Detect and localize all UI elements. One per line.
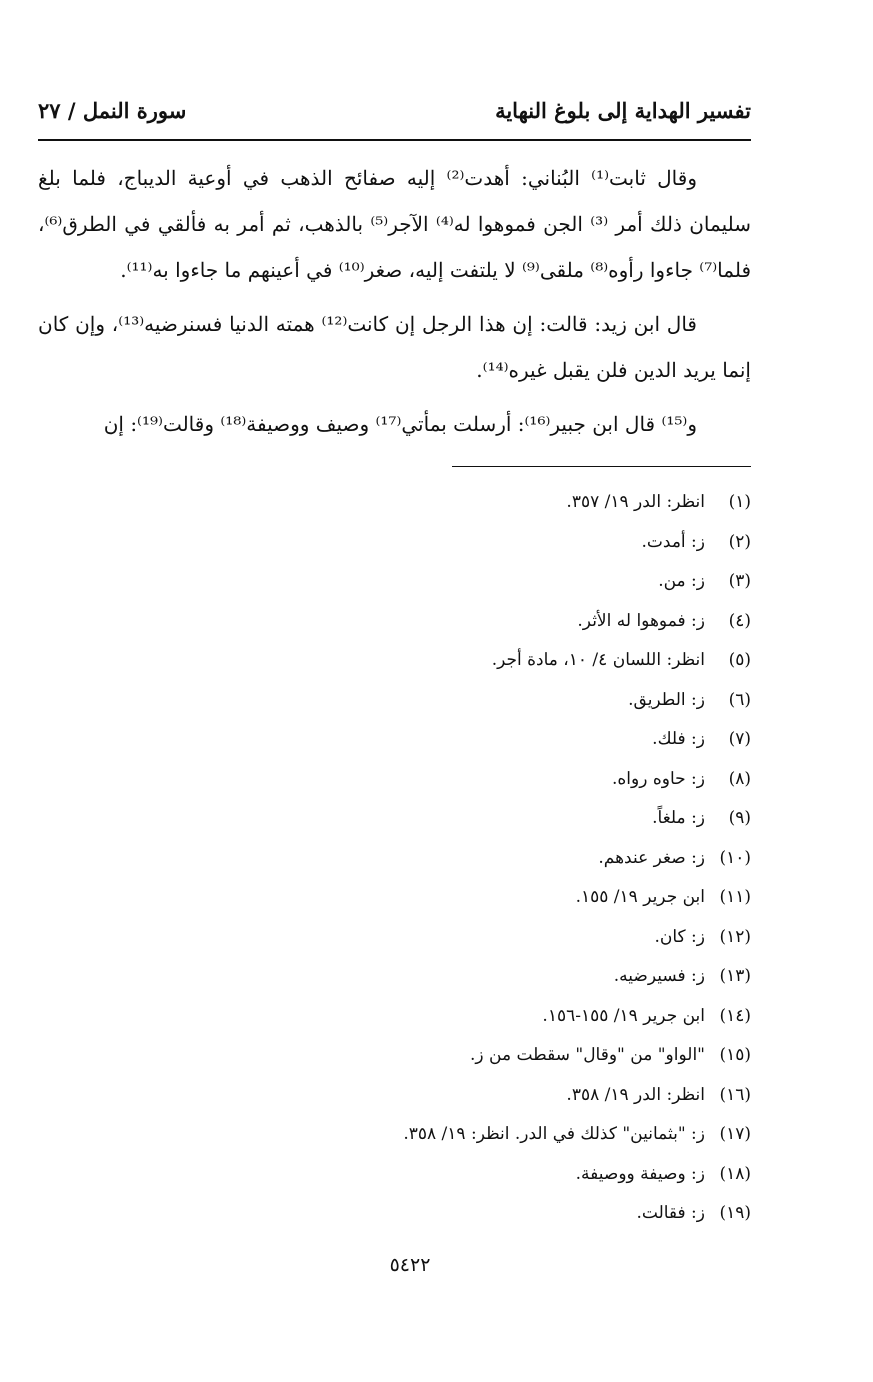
footnote-text: ز: وصيفة ووصيفة. bbox=[575, 1163, 705, 1184]
footnote-text: ز: فقالت. bbox=[636, 1203, 705, 1223]
main-text bbox=[38, 155, 751, 455]
footnote bbox=[271, 918, 751, 958]
footnote-number: (١٠) bbox=[719, 847, 751, 868]
footnote-separator bbox=[452, 466, 751, 467]
footnote-number: (١٣) bbox=[719, 966, 751, 986]
footnote-text: ز: فسيرضيه. bbox=[613, 966, 705, 986]
footnote-text: انظر: الدر ١٩/ ٣٥٧. bbox=[566, 492, 705, 512]
footnote-number: (٩) bbox=[728, 808, 751, 828]
footnote bbox=[271, 720, 751, 760]
footnote bbox=[271, 957, 751, 997]
footnote-text: ز: ملغاً. bbox=[652, 808, 705, 828]
footnote bbox=[271, 1194, 751, 1234]
footnote-number: (١٤) bbox=[719, 1005, 751, 1026]
footnote bbox=[271, 1155, 751, 1195]
page-number: ٥٤٢٢ bbox=[389, 1254, 431, 1276]
footnote-text: ز: "بثمانين" كذلك في الدر. انظر: ١٩/ ٣٥٨. bbox=[403, 1124, 705, 1144]
footnote bbox=[271, 1115, 751, 1155]
footnote bbox=[271, 523, 751, 563]
footnote-number: (١٩) bbox=[719, 1203, 751, 1223]
footnote bbox=[271, 562, 751, 602]
footnote-text: ز: فلك. bbox=[652, 729, 705, 749]
footnote-number: (٤) bbox=[728, 610, 751, 631]
footnote-text: ابن جرير ١٩/ ١٥٥-١٥٦. bbox=[542, 1005, 705, 1026]
footnote-text: ز: حاوه رواه. bbox=[611, 768, 705, 789]
footnote-number: (١) bbox=[728, 492, 751, 512]
footnote-text: ز: صغر عندهم. bbox=[598, 847, 705, 868]
footnote bbox=[271, 997, 751, 1037]
footnote bbox=[271, 760, 751, 800]
paragraph-1: وقال ثابت⁽¹⁾ البُناني: أهدت⁽²⁾ إليه صفائح الذهب في أوعية الديباج، فلما بلغ سليمان ذلك أمر ⁽³⁾ الجن فموهوا له⁽⁴⁾ الآجر⁽⁵⁾ بالذهب، ثم أمر به فألقي في الطرق⁽⁶⁾، فلما⁽⁷⁾ جاءوا رأوه⁽⁸⁾ ملقى⁽⁹⁾ لا يلتفت إليه، صغر⁽¹⁰⁾ في أعينهم ما جاءوا به⁽¹¹⁾. bbox=[38, 166, 751, 282]
footnotes-list bbox=[271, 483, 751, 1234]
footnote-number: (١٨) bbox=[719, 1163, 751, 1184]
paragraph-3: و⁽¹⁵⁾ قال ابن جبير⁽¹⁶⁾: أرسلت بمأتي⁽¹⁷⁾ وصيف ووصيفة⁽¹⁸⁾ وقالت⁽¹⁹⁾: إن bbox=[103, 412, 697, 436]
footnote-number: (١٦) bbox=[719, 1084, 751, 1105]
footnote bbox=[271, 681, 751, 721]
footnote-text: ابن جرير ١٩/ ١٥٥. bbox=[575, 887, 705, 907]
footnote-number: (٢) bbox=[728, 531, 751, 552]
footnote-text: انظر: اللسان ٤/ ١٠، مادة أجر. bbox=[491, 650, 705, 670]
footnote-number: (٦) bbox=[728, 689, 751, 710]
running-header bbox=[38, 94, 751, 134]
footnote-text: انظر: الدر ١٩/ ٣٥٨. bbox=[566, 1084, 705, 1105]
surah-reference: سورة النمل / ٢٧ bbox=[38, 98, 187, 123]
footnote bbox=[271, 1036, 751, 1076]
footnote-text: ز: فموهوا له الأثر. bbox=[577, 610, 705, 631]
footnote bbox=[271, 602, 751, 642]
footnote-text: ز: الطريق. bbox=[628, 689, 705, 710]
footnote-text: "الواو" من "وقال" سقطت من ز. bbox=[470, 1045, 705, 1065]
footnote bbox=[271, 799, 751, 839]
footnote bbox=[271, 641, 751, 681]
footnote-text: ز: كان. bbox=[654, 926, 705, 947]
footnote bbox=[271, 839, 751, 879]
footnote-number: (١٧) bbox=[719, 1124, 751, 1144]
footnote-number: (١٢) bbox=[719, 926, 751, 947]
footnote-number: (٥) bbox=[728, 650, 751, 670]
paragraph-2: قال ابن زيد: قالت: إن هذا الرجل إن كانت⁽¹²⁾ همته الدنيا فسنرضيه⁽¹³⁾، وإن كان إنما يريد الدين فلن يقبل غيره⁽¹⁴⁾. bbox=[38, 312, 751, 382]
footnote-number: (٧) bbox=[728, 729, 751, 749]
footnote-number: (١٥) bbox=[719, 1045, 751, 1065]
footnote bbox=[271, 483, 751, 523]
header-rule bbox=[38, 139, 751, 141]
footnote bbox=[271, 1076, 751, 1116]
footnote-number: (٣) bbox=[728, 571, 751, 591]
footnote-number: (٨) bbox=[728, 768, 751, 789]
footnote-text: ز: أمدت. bbox=[641, 531, 705, 552]
book-title: تفسير الهداية إلى بلوغ النهاية bbox=[495, 98, 751, 123]
footnote-text: ز: من. bbox=[658, 571, 705, 591]
footnote-number: (١١) bbox=[719, 887, 751, 907]
footnote bbox=[271, 878, 751, 918]
